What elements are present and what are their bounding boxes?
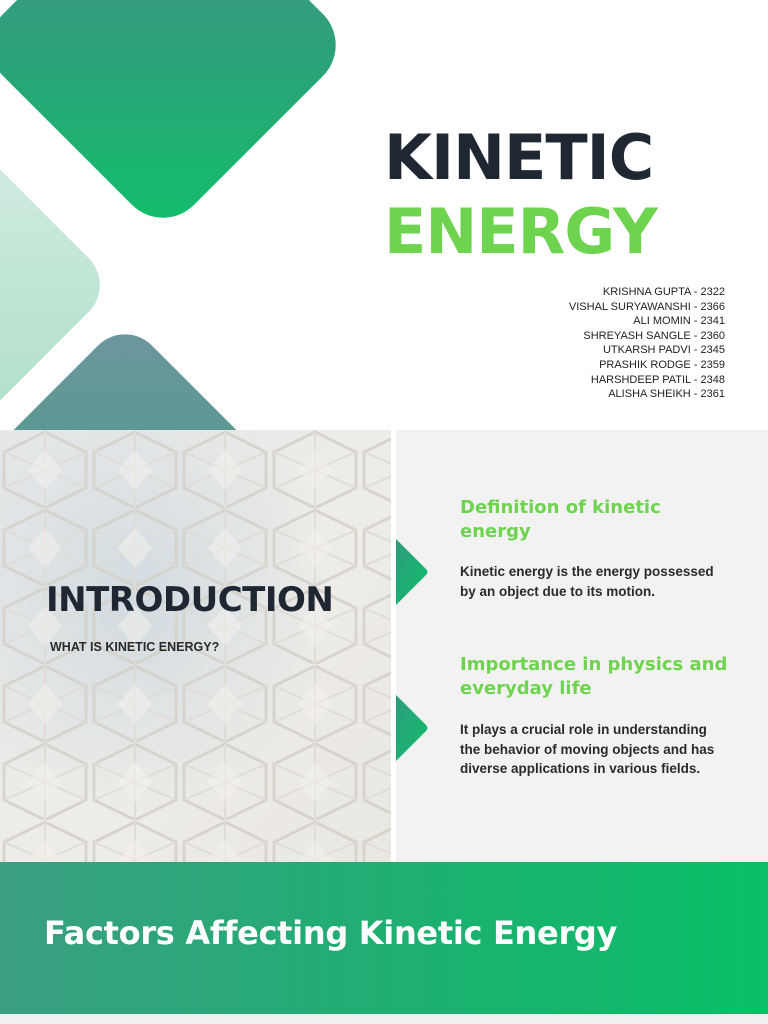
author-item: UTKARSH PADVI - 2345 [602,344,725,357]
definition-title: Definition of kinetic energy [460,497,661,542]
title-slide [0,0,768,430]
triangle-bullet-icon [396,539,428,605]
photo-divider [391,430,396,862]
title-line-kinetic: KINETIC [384,121,654,194]
introduction-subheading: WHAT IS KINETIC ENERGY? [50,640,220,654]
page-bottom-edge [0,1014,768,1024]
introduction-slide [0,430,768,862]
factors-title: Factors Affecting Kinetic Energy [44,914,618,952]
importance-title: Importance in physics and everyday life [460,654,728,699]
decorative-rounded-diamond [0,0,354,236]
author-item: HARSHDEEP PATIL - 2348 [590,373,725,386]
triangle-bullet-icon [396,695,428,761]
author-list [569,285,725,402]
author-item: VISHAL SURYAWANSHI - 2366 [568,300,725,313]
author-item: KRISHNA GUPTA - 2322 [602,286,725,298]
introduction-heading: INTRODUCTION [46,580,334,620]
definition-body: Kinetic energy is the energy possessed by an object due to its motion. [460,564,714,599]
author-item: ALISHA SHEIKH - 2361 [608,388,725,401]
importance-body: It plays a crucial role in understanding the behavior of moving objects and has diverse applications in various fields. [460,722,715,776]
author-item: PRASHIK RODGE - 2359 [599,358,725,371]
title-line-energy: ENERGY [384,195,657,268]
author-item: SHREYASH SANGLE - 2360 [583,329,725,342]
factors-slide [0,862,768,1014]
author-item: ALI MOMIN - 2341 [633,315,725,328]
